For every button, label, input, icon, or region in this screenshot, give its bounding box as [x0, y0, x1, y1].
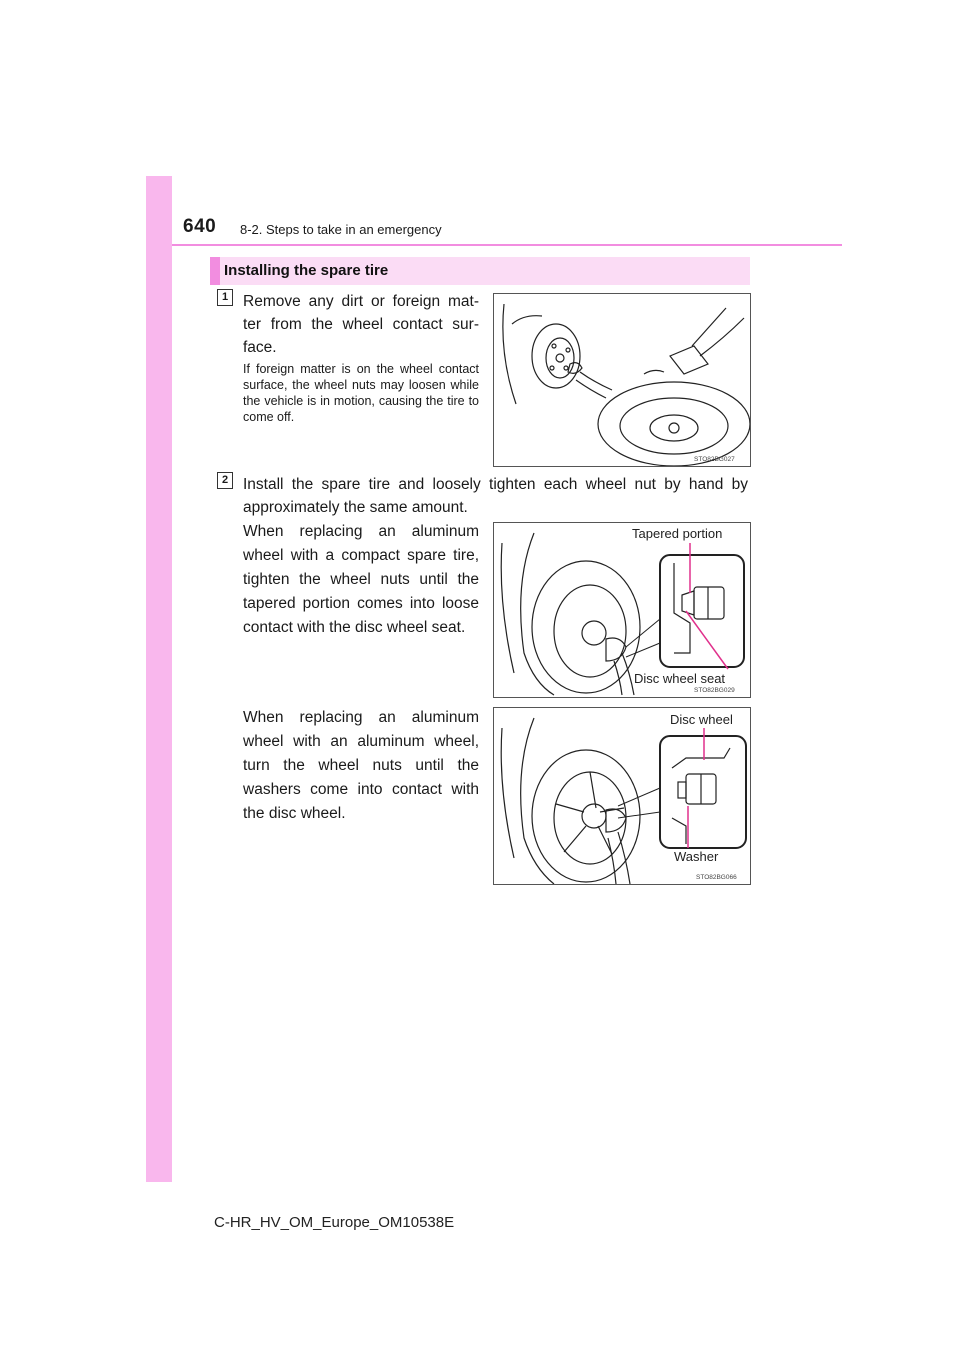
figure-clean-wheel-surface	[493, 293, 751, 467]
callout-disc-wheel-seat: Disc wheel seat	[634, 671, 726, 686]
step-number-2: 2	[217, 472, 233, 489]
figure-aluminum-wheel-nut	[493, 707, 751, 885]
step-2-aluminum-wheel-text: When replacing an aluminum wheel with an aluminum wheel, turn the wheel nuts until the washers come into contact with the disc wheel.	[243, 709, 479, 822]
step-2-compact-spare-text: When replacing an aluminum wheel with a compact spare tire, tighten the wheel nuts until the tapered portion comes into loose contact with the disc wheel seat.	[243, 523, 479, 636]
callout-washer: Washer	[674, 849, 719, 864]
step-2-text: Install the spare tire and loosely tighten each wheel nut by hand by approximately the same amount.	[243, 476, 748, 516]
section-header-title: 8-2. Steps to take in an emergency	[240, 222, 442, 237]
header-divider	[172, 244, 842, 246]
figure-code: STO82BG027	[694, 456, 735, 463]
section-heading-bar	[210, 257, 750, 285]
section-heading: Installing the spare tire	[224, 262, 389, 279]
step-1-text: Remove any dirt or foreign mat-ter from the wheel contact sur-face.	[243, 293, 479, 356]
figure-code: STO82BG029	[694, 687, 735, 694]
chapter-sidebar-tab	[146, 176, 172, 1182]
callout-tapered-portion: Tapered portion	[632, 526, 723, 541]
figure-compact-spare-nut	[493, 522, 751, 698]
callout-disc-wheel: Disc wheel	[670, 712, 733, 727]
figure-code: STO82BG066	[696, 874, 737, 881]
step-number-1: 1	[217, 289, 233, 306]
step-1-note: If foreign matter is on the wheel contact surface, the wheel nuts may loosen while the vehicle is in motion, causing the tire to come off.	[243, 362, 479, 424]
document-id-footer: C-HR_HV_OM_Europe_OM10538E	[214, 1214, 455, 1231]
page-number: 640	[183, 216, 217, 237]
figure-clean-wheel-illustration	[494, 294, 750, 466]
